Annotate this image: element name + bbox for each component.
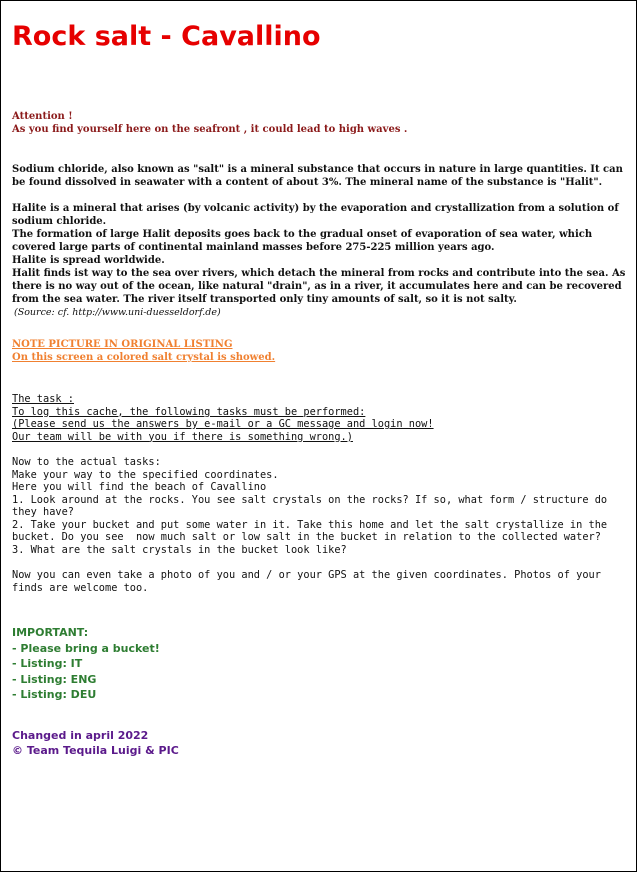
task-heading: The task : [12,393,74,405]
task-item-3: 3. What are the salt crystals in the bucket look like? [12,543,347,556]
halite-paragraph-4: Halit finds ist way to the sea over rivers, which detach the mineral from rocks and contribute into the sea. As there is no way out of the ocean, like natural "drain", as in a river, it accumulates here and can be recovered from the sea water. The river itself transported only tiny amounts of salt, so it is not salty. [12,268,626,305]
tasks-beach: Here you will find the beach of Cavallino [12,481,267,493]
actual-tasks-section [12,456,626,556]
footer-section [12,728,626,759]
tasks-coordinates: Make your way to the specified coordinates. [12,468,279,481]
task-line-1: To log this cache, the following tasks must be performed: [12,405,366,418]
important-item: - Please bring a bucket! [12,641,160,655]
task-line-3: Our team will be with you if there is something wrong.) [12,430,353,443]
important-item: - Listing: IT [12,657,83,670]
attention-text: As you find yourself here on the seafront , it could lead to high waves . [12,124,408,135]
halite-paragraph-1: Halite is a mineral that arises (by volcanic activity) by the evaporation and crystallization from a solution of sodium chloride. [12,203,619,227]
important-item: - Listing: ENG [12,672,97,686]
halite-section [12,202,626,319]
important-heading: IMPORTANT: [12,626,89,639]
note-heading: NOTE PICTURE IN ORIGINAL LISTING [12,339,233,350]
attention-heading: Attention ! [12,111,73,122]
attention-warning [12,110,626,136]
task-section [12,393,626,443]
source-citation: (Source: cf. http://www.uni-duesseldorf.de) [14,307,221,318]
copyright: © Team Tequila Luigi & PIC [12,744,179,757]
halite-paragraph-3: Halite is spread worldwide. [12,255,165,266]
note-text: On this screen a colored salt crystal is showed. [12,352,276,363]
changed-date: Changed in april 2022 [12,728,149,742]
intro-paragraph: Sodium chloride, also known as "salt" is a mineral substance that occurs in nature in large quantities. It can be found dissolved in seawater with a content of about 3%. The mineral name of the substance is "Halit". [12,164,623,188]
tasks-intro: Now to the actual tasks: [12,456,161,468]
task-item-1: 1. Look around at the rocks. You see salt crystals on the rocks? If so, what form / structure do they have? [12,493,614,518]
important-item: - Listing: DEU [12,688,97,701]
page-title: Rock salt - Cavallino [12,21,321,52]
important-section [12,625,626,703]
task-item-2: 2. Take your bucket and put some water in it. Take this home and let the salt crystallize in the bucket. Do you see now much salt or low salt in the bucket in relation to the collected water? [12,518,614,543]
photo-paragraph: Now you can even take a photo of you and / or your GPS at the given coordinates. Photos of your finds are welcome too. [12,569,608,594]
halite-paragraph-2: The formation of large Halit deposits goes back to the gradual onset of evaporation of sea water, which covered large parts of continental mainland masses before 275-225 million years ago. [12,229,593,253]
listing-content [1,17,636,759]
picture-note [12,338,626,364]
task-line-2: (Please send us the answers by e-mail or a GC message and login now! [12,418,434,430]
